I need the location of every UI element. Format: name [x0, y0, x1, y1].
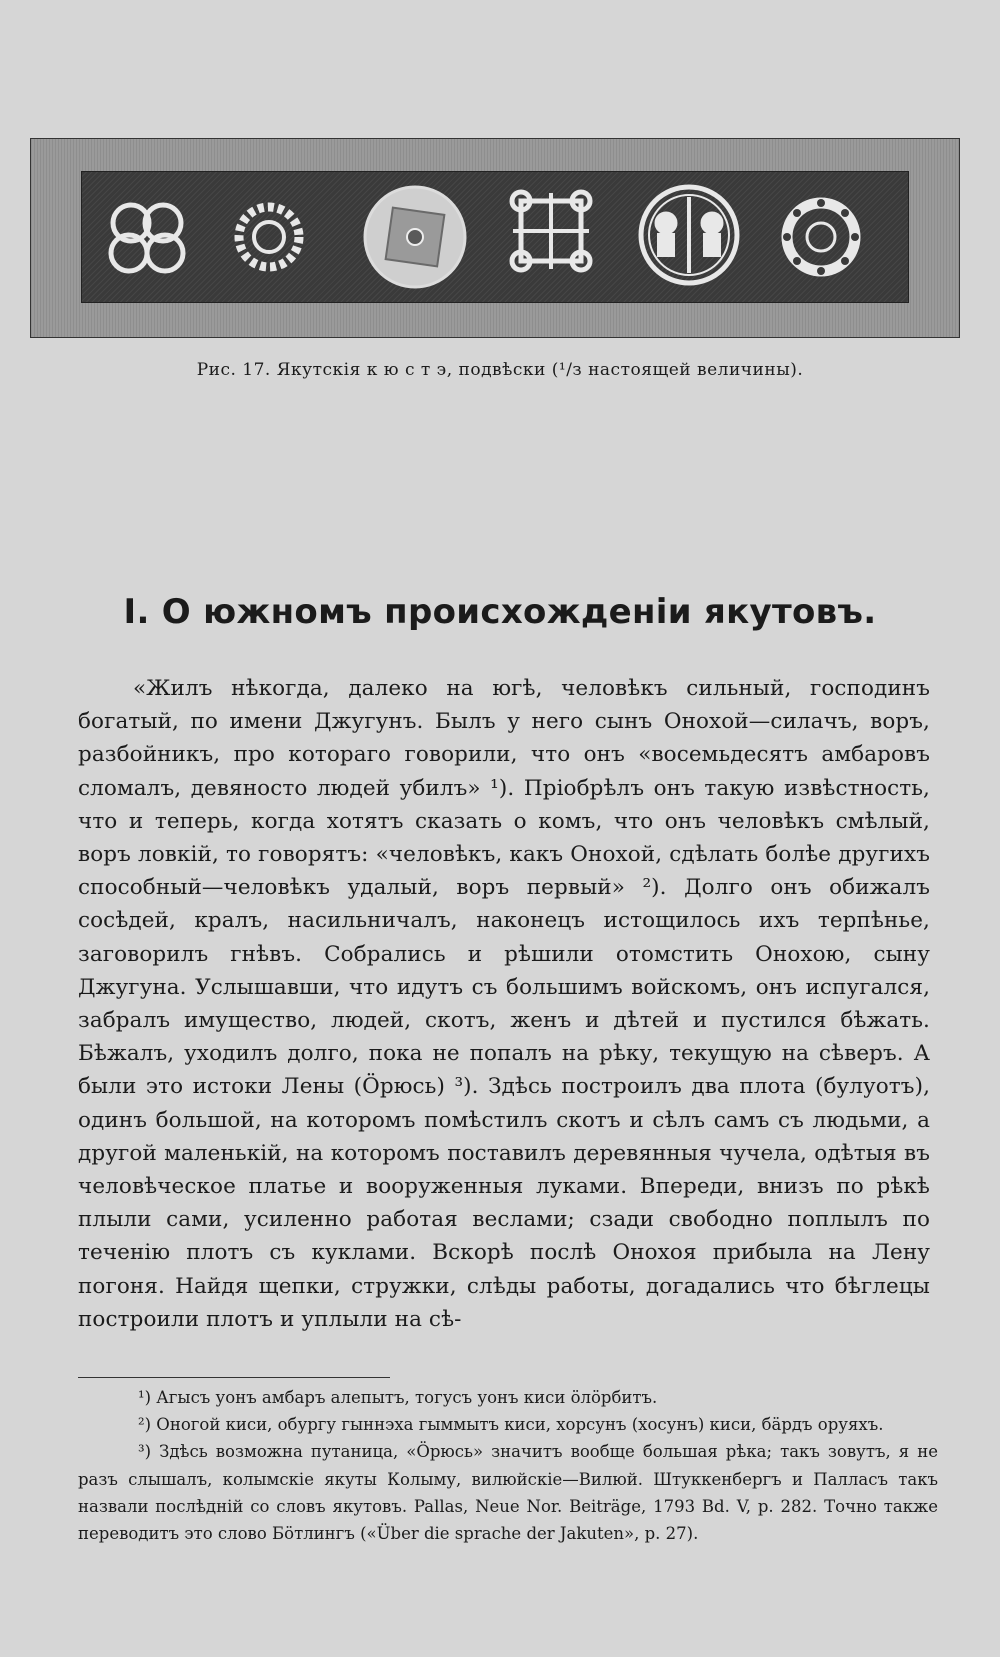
footnotes	[78, 1384, 938, 1547]
pendant-square-knot	[512, 192, 590, 270]
pendant-disc	[365, 187, 465, 287]
figure-caption: Рис. 17. Якутскія к ю с т э, подвѣски (¹/з настоящей величины).	[196, 360, 804, 380]
pendant-figures-disc	[641, 187, 737, 283]
figure-plate	[30, 138, 960, 338]
pendants-illustration	[81, 171, 909, 303]
pendants-drawing	[81, 171, 909, 303]
main-paragraph: «Жилъ нѣкогда, далеко на югѣ, человѣкъ сильный, господинъ богатый, по имени Джугунъ. Былъ у него сынъ Онохой—силачъ, воръ, разбойникъ, про котораго говорили, что онъ «восемьдесятъ амбаровъ сломалъ, девяносто людей убилъ» ¹). Пріобрѣлъ онъ такую извѣстность, что и теперь, когда хотятъ сказать о комъ, что онъ человѣкъ смѣлый, воръ ловкій, то говорятъ: «человѣкъ, какъ Онохой, сдѣлать болѣе другихъ способный—человѣкъ удалый, воръ первый» ²). Долго онъ обижалъ сосѣдей, кралъ, насильничалъ, наконецъ истощилось ихъ терпѣнье, заговорилъ гнѣвъ. Собрались и рѣшили отомстить Онохою, сыну Джугуна. Услышавши, что идутъ съ большимъ войскомъ, онъ испугался, забралъ имущество, людей, скотъ, женъ и дѣтей и пустился бѣжать. Бѣжалъ, уходилъ долго, пока не попалъ на рѣку, текущую на сѣверъ. А были это истоки Лены (Ӧрюсь) ³). Здѣсь построилъ два плота (булуотъ), одинъ большой, на которомъ помѣстилъ скотъ и сѣлъ самъ съ людьми, а другой маленькій, на которомъ поставилъ деревянныя чучела, одѣтыя въ человѣческое платье и вооруженныя луками. Впереди, внизъ по рѣкѣ плыли сами, усиленно работая веслами; сзади свободно поплылъ по теченію плотъ съ куклами. Вскорѣ послѣ Онохоя прибыла на Лену погоня. Найдя щепки, стружки, слѣды работы, догадались что бѣглецы построили плотъ и уплыли на сѣ-	[78, 676, 930, 1332]
chapter-title: I. О южномъ происхожденіи якутовъ.	[123, 592, 877, 632]
footnote-divider	[78, 1377, 390, 1378]
pendant-trefoil	[111, 205, 183, 271]
footnote-1: ¹) Агысъ уонъ амбаръ алепытъ, тогусъ уонъ киси ӧлӧрбитъ.	[138, 1388, 658, 1407]
pendant-rosette	[239, 207, 299, 267]
footnote-2: ²) Оногой киси, обургу гыннэха гыммытъ киси, хорсунъ (хосунъ) киси, бӓрдъ оруяхъ.	[138, 1415, 884, 1435]
footnote-3: ³) Здѣсь возможна путаница, «Ӧрюсь» значитъ вообще большая рѣка; такъ зовутъ, я не разъ слышалъ, колымскіе якуты Колыму, вилюйскіе—Вилюй. Штуккенбергъ и Палласъ такъ назвали послѣдній со словъ якутовъ. Pallas, Neue Nor. Beiträge, 1793 Bd. V, p. 282. Точно также переводитъ это слово Бӧтлингъ («Über die sprache der Jakuten», p. 27).	[78, 1442, 938, 1544]
